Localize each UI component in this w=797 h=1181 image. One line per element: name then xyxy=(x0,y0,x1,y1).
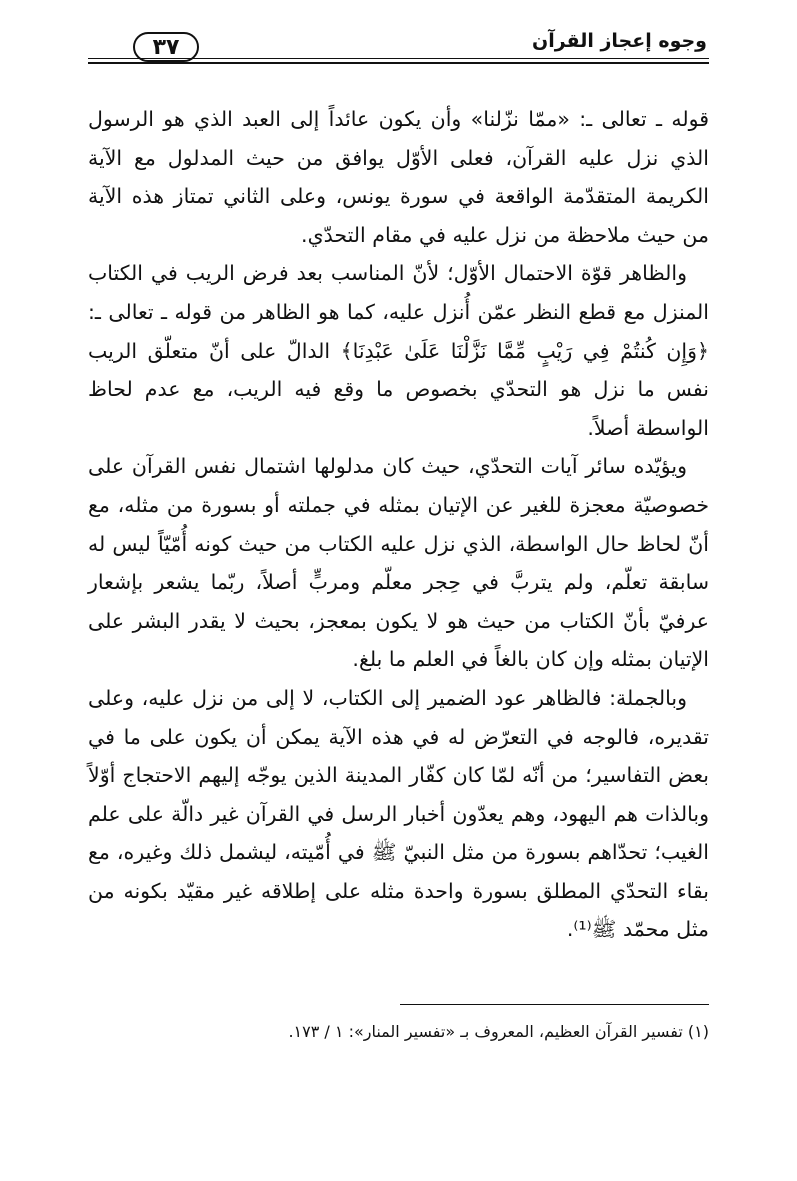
page-number: ٣٧ xyxy=(133,32,199,62)
paragraph-1: قوله ـ تعالى ـ: «ممّا نزّلنا» وأن يكون عائداً إلى العبد الذي هو الرسول الذي نزل عليه القرآن، فعلى الأوّل يوافق من حيث المدلول مع الآية الكريمة المتقدّمة الواقعة في سورة يونس، وعلى الثاني تمتاز هذه الآية من حيث ملاحظة من نزل عليه في مقام التحدّي. xyxy=(88,107,709,247)
running-title: وجوه إعجاز القرآن xyxy=(532,30,707,52)
paragraph-2: والظاهر قوّة الاحتمال الأوّل؛ لأنّ المناسب بعد فرض الريب في الكتاب المنزل مع قطع النظر عمّن أُنزل عليه، كما هو الظاهر من قوله ـ تعالى ـ: ﴿وَإِن كُنتُمْ فِي رَيْبٍ مِّمَّا نَزَّلْنَا عَلَىٰ عَبْدِنَا﴾ الدالّ على أنّ متعلّق الريب نفس ما نزل هو التحدّي بخصوص ما وقع فيه الريب، مع عدم لحاظ الواسطة أصلاً. xyxy=(88,261,709,440)
header-rule xyxy=(88,58,709,59)
paragraph-4: وبالجملة: فالظاهر عود الضمير إلى الكتاب، لا إلى من نزل عليه، وعلى تقديره، فالوجه في التعرّض له في هذه الآية يمكن أن يكون على ما في بعض التفاسير؛ من أنّه لمّا كان كفّار المدينة الذين يوجّه إليهم الاحتجاج أوّلاً وبالذات هم اليهود، وهم يعدّون أخبار الرسل في القرآن غير دالّة على علم الغيب؛ تحدّاهم بسورة من مثل النبيّ ﷺ في أُمّيته، ليشمل ذلك وغيره، مع بقاء التحدّي المطلق بسورة واحدة مثله على إطلاقه غير مقيّد بكونه من مثل محمّد ﷺ⁽¹⁾. xyxy=(88,685,709,942)
footnote-1: (١) تفسير القرآن العظيم، المعروف بـ «تفسير المنار»: ١ / ١٧٣. xyxy=(288,1022,709,1041)
footnote-separator xyxy=(400,1004,709,1005)
body-text xyxy=(88,100,709,949)
paragraph-3: ويؤيّده سائر آيات التحدّي، حيث كان مدلولها اشتمال نفس القرآن على خصوصيّة معجزة للغير عن الإتيان بمثله في جملته أو بسورة من مثله، مع أنّ لحاظ حال الواسطة، الذي نزل عليه الكتاب من حيث كونه أُمّيّاً ليس له سابقة تعلّم، ولم يتربَّ في حِجر معلّم ومربٍّ أصلاً، ربّما يشعر بإشعار عرفيّ بأنّ الكتاب من حيث هو لا يكون بمعجز، بحيث لا يقدر البشر على الإتيان بمثله وإن كان بالغاً في العلم ما بلغ. xyxy=(88,454,709,672)
header-rule-thick xyxy=(88,62,709,64)
